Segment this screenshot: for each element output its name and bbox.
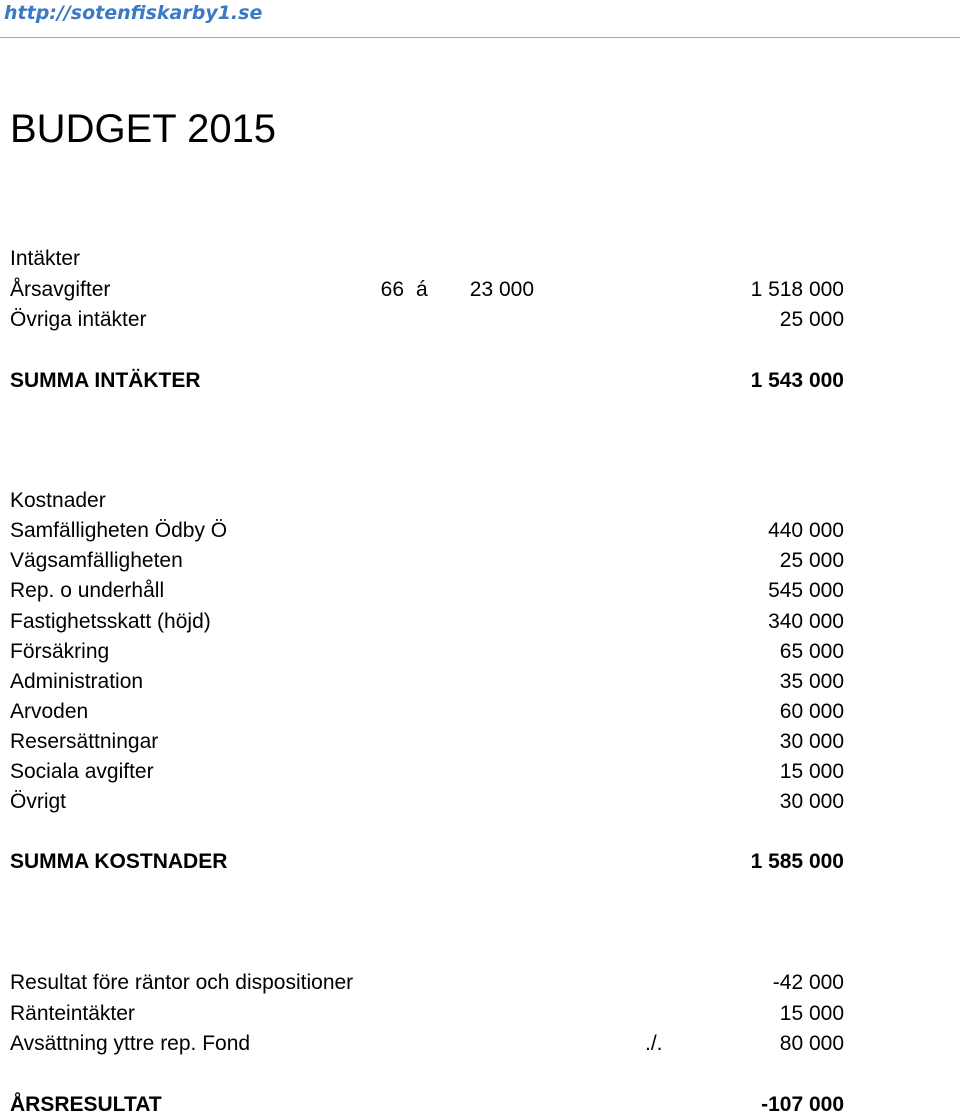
cost-amount: 30 000	[779, 790, 844, 813]
fees-amount: 1 518 000	[750, 278, 844, 301]
result-before-amount: -42 000	[772, 971, 844, 994]
cost-amount: 440 000	[768, 519, 844, 542]
cost-label: Samfälligheten Ödby Ö	[10, 519, 228, 542]
cost-amount: 25 000	[779, 549, 844, 572]
cost-label: Försäkring	[10, 640, 110, 663]
income-total-amount: 1 543 000	[750, 369, 844, 392]
cost-amount: 340 000	[768, 610, 844, 633]
fees-quantity: 66	[380, 278, 404, 301]
cost-row	[0, 637, 960, 667]
reserve-row	[0, 1029, 960, 1059]
annual-result-amount: -107 000	[761, 1093, 844, 1116]
cost-label: Sociala avgifter	[10, 760, 154, 783]
costs-heading-row	[0, 486, 960, 516]
fees-label: Årsavgifter	[10, 278, 111, 301]
cost-row	[0, 697, 960, 727]
page-title: BUDGET 2015	[10, 107, 277, 151]
costs-heading: Kostnader	[10, 489, 106, 512]
cost-label: Övrigt	[10, 790, 67, 813]
costs-total-amount: 1 585 000	[750, 850, 844, 873]
cost-amount: 15 000	[779, 760, 844, 783]
header-divider	[0, 37, 960, 38]
reserve-deduction-mark: ./.	[645, 1032, 663, 1055]
cost-row	[0, 727, 960, 757]
cost-label: Fastighetsskatt (höjd)	[10, 610, 211, 633]
interest-row	[0, 999, 960, 1029]
reserve-label: Avsättning yttre rep. Fond	[10, 1032, 251, 1055]
cost-row	[0, 787, 960, 817]
income-other-row	[0, 305, 960, 335]
cost-label: Administration	[10, 670, 144, 693]
cost-row	[0, 516, 960, 546]
income-total-row	[0, 366, 960, 396]
annual-result-label: ÅRSRESULTAT	[10, 1093, 162, 1116]
cost-label: Vägsamfälligheten	[10, 549, 183, 572]
cost-row	[0, 576, 960, 606]
cost-row	[0, 607, 960, 637]
cost-label: Arvoden	[10, 700, 89, 723]
cost-label: Resersättningar	[10, 730, 159, 753]
other-income-amount: 25 000	[779, 308, 844, 331]
income-fees-row	[0, 275, 960, 305]
other-income-label: Övriga intäkter	[10, 308, 147, 331]
annual-result-row	[0, 1090, 960, 1120]
income-heading: Intäkter	[10, 247, 81, 270]
cost-amount: 65 000	[779, 640, 844, 663]
interest-label: Ränteintäkter	[10, 1002, 135, 1025]
result-before-row	[0, 968, 960, 998]
cost-row	[0, 757, 960, 787]
fees-unit-price: 23 000	[469, 278, 534, 301]
income-total-label: SUMMA INTÄKTER	[10, 369, 201, 392]
cost-amount: 60 000	[779, 700, 844, 723]
cost-row	[0, 546, 960, 576]
result-before-label: Resultat före räntor och dispositioner	[10, 971, 354, 994]
costs-total-row	[0, 847, 960, 877]
reserve-amount: 80 000	[779, 1032, 844, 1055]
costs-total-label: SUMMA KOSTNADER	[10, 850, 228, 873]
cost-amount: 35 000	[779, 670, 844, 693]
income-heading-row	[0, 244, 960, 274]
cost-amount: 30 000	[779, 730, 844, 753]
cost-amount: 545 000	[768, 579, 844, 602]
cost-label: Rep. o underhåll	[10, 579, 165, 602]
interest-amount: 15 000	[779, 1002, 844, 1025]
site-url-link[interactable]: http://sotenfiskarby1.se	[4, 2, 263, 24]
fees-unit: á	[416, 278, 428, 301]
cost-row	[0, 667, 960, 697]
